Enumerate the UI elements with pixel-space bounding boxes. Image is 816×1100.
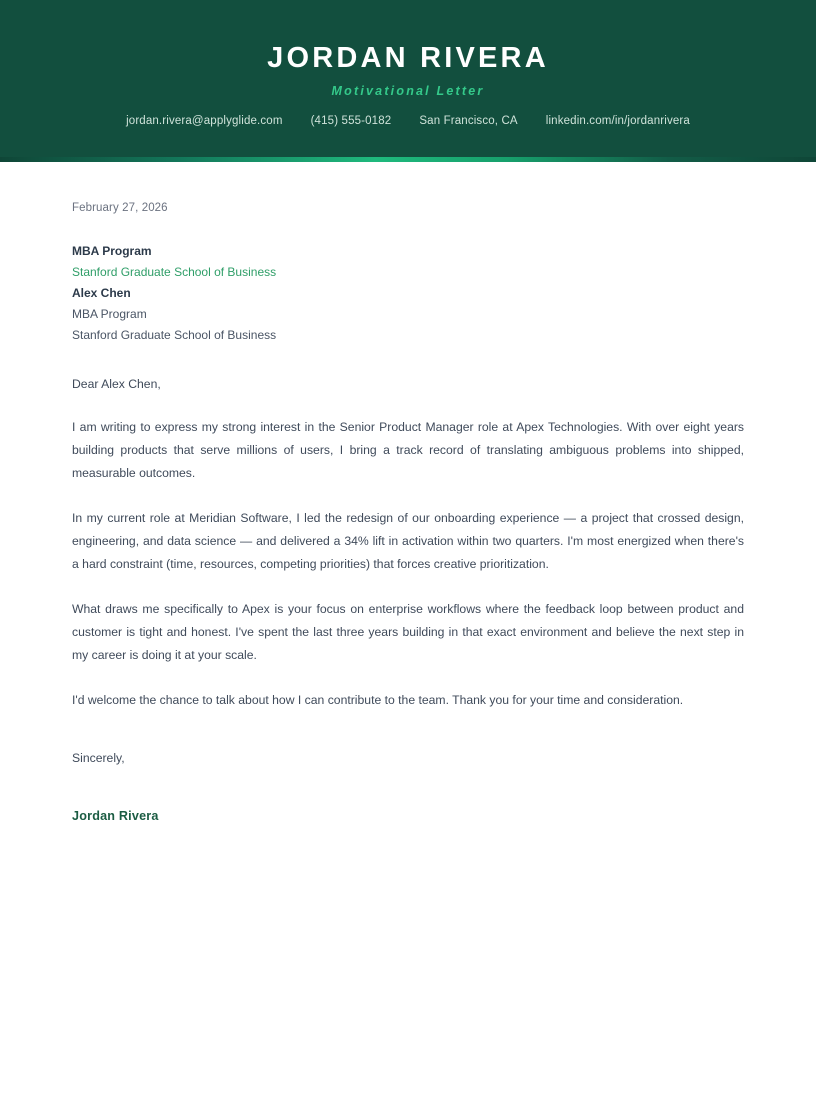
letter-salutation: Dear Alex Chen, — [72, 377, 161, 392]
letter-paragraph-4: I'd welcome the chance to talk about how I can contribute to the team. Thank you for your time and consideration. — [72, 693, 684, 708]
letter-date: February 27, 2026 — [72, 202, 168, 215]
letter-signature: Jordan Rivera — [72, 809, 159, 824]
document-header — [0, 0, 816, 157]
letter-paragraph-2: In my current role at Meridian Software, I led the redesign of our onboarding experience — a project that crossed design, engineering, and data science — and delivered a 34% lift in activation within two quarters. I'm most energized when there's a hard constraint (time, resources, competing priorities) that forces creative prioritization. — [72, 511, 744, 572]
contact-linkedin[interactable]: linkedin.com/in/jordanrivera — [545, 115, 690, 128]
recipient-program-heading: MBA Program — [72, 244, 152, 259]
letter-paragraph-3: What draws me specifically to Apex is your focus on enterprise workflows where the feedback loop between product and customer is tight and honest. I've spent the last three years building in that exact environment and believe the next step in my career is doing it at your scale. — [72, 602, 744, 663]
recipient-contact-name: Alex Chen — [72, 286, 131, 301]
document-subtitle: Motivational Letter — [331, 84, 485, 99]
letter-paragraph-1: I am writing to express my strong interest in the Senior Product Manager role at Apex Technologies. With over eight years building products that serve millions of users, I bring a track record of translating ambiguous problems into shipped, measurable outcomes. — [72, 420, 744, 481]
contact-location: San Francisco, CA — [419, 115, 518, 128]
contact-phone[interactable]: (415) 555-0182 — [310, 115, 392, 128]
contact-email[interactable]: jordan.rivera@applyglide.com — [126, 115, 283, 128]
letter-closing: Sincerely, — [72, 751, 125, 766]
contact-bar — [60, 115, 756, 127]
letter-body — [0, 162, 816, 823]
recipient-institution-heading: Stanford Graduate School of Business — [72, 265, 277, 280]
recipient-contact-program: MBA Program — [72, 307, 147, 322]
recipient-block — [72, 241, 744, 346]
recipient-contact-institution: Stanford Graduate School of Business — [72, 328, 277, 343]
candidate-name: JORDAN RIVERA — [267, 42, 549, 74]
